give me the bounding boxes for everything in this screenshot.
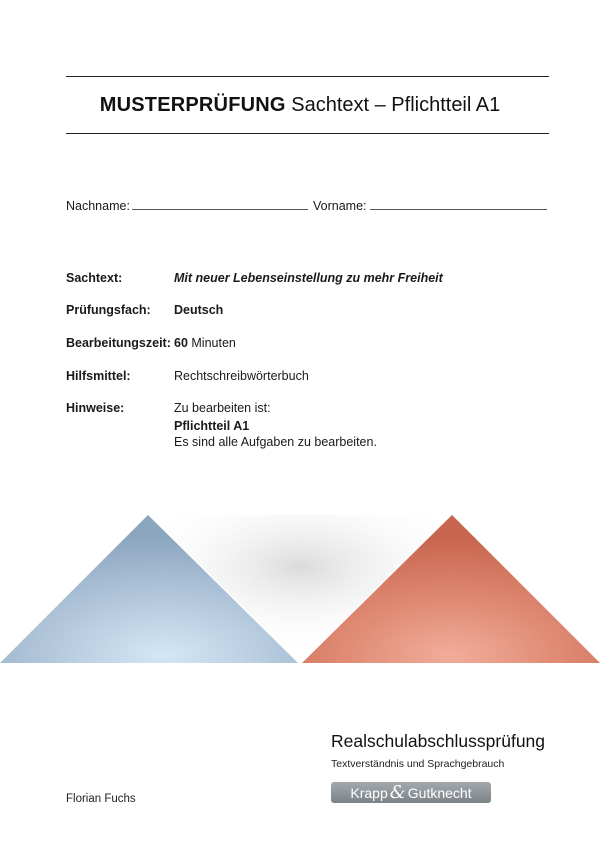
title-bold: MUSTERPRÜFUNG: [99, 94, 286, 116]
zeit-number: 60: [174, 336, 188, 350]
hinweise-line-2: Pflichtteil A1: [174, 419, 250, 433]
sachtext-value: Mit neuer Lebenseinstellung zu mehr Freiheit: [174, 271, 443, 285]
bottom-rule: [66, 133, 549, 134]
vorname-label: Vorname:: [313, 199, 367, 213]
vorname-field[interactable]: [370, 209, 547, 210]
series-subtitle: Textverständnis und Sprachgebrauch: [331, 758, 505, 770]
nachname-field[interactable]: [132, 209, 308, 210]
fach-label: Prüfungsfach:: [66, 303, 151, 317]
series-title: Realschulabschlussprüfung: [331, 731, 546, 751]
hinweise-line-3: Es sind alle Aufgaben zu bearbeiten.: [174, 435, 377, 449]
publisher-part-2: Gutknecht: [407, 784, 472, 801]
publisher-part-1: Krapp: [350, 784, 388, 801]
publisher-logo: [331, 782, 491, 803]
publisher-ampersand: &: [389, 782, 406, 803]
top-rule: [66, 76, 549, 77]
hilfsmittel-value: Rechtschreibwörterbuch: [174, 369, 309, 383]
hinweise-label: Hinweise:: [66, 401, 125, 415]
hinweise-line-1: Zu bearbeiten ist:: [174, 401, 271, 415]
zeit-value: [174, 336, 236, 350]
hilfsmittel-label: Hilfsmittel:: [66, 369, 131, 383]
fach-value: Deutsch: [174, 303, 224, 317]
zeit-label: Bearbeitungszeit:: [66, 336, 171, 350]
zeit-unit: Minuten: [191, 336, 236, 350]
author-name: Florian Fuchs: [66, 793, 136, 805]
page-title: [0, 94, 600, 117]
title-rest: Sachtext – Pflichtteil A1: [291, 94, 501, 116]
sachtext-label: Sachtext:: [66, 271, 123, 285]
triangle-graphic: [0, 505, 600, 680]
nachname-label: Nachname:: [66, 199, 130, 213]
